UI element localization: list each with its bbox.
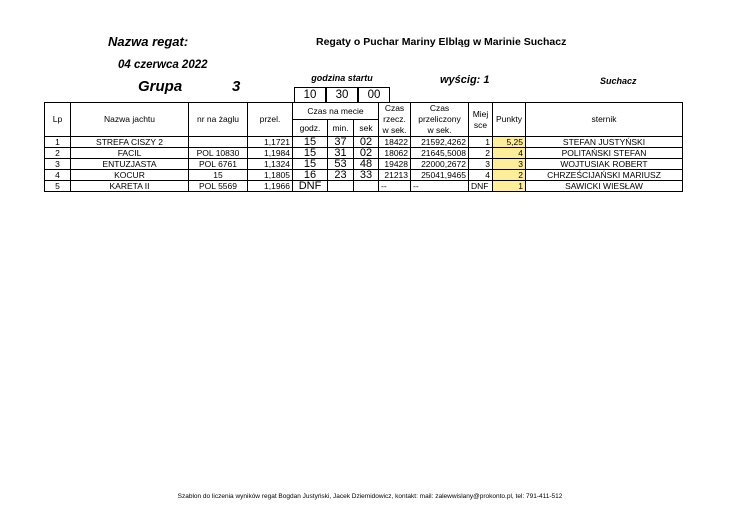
cell-real-time: -- <box>379 181 411 192</box>
cell-real-time: 21213 <box>379 170 411 181</box>
results-table <box>44 102 683 192</box>
footer-note: Szablon do liczenia wyników regat Bogdan Justyński, Jacek Dziemidowicz, kontakt: mail: zalewwislany@prokonto.pl, tel: 791-411-512 <box>177 493 563 500</box>
group-number: 3 <box>232 78 241 95</box>
header-seconds: sek <box>354 120 379 137</box>
cell-hours: 15 <box>293 148 328 159</box>
cell-seconds: 02 <box>354 137 379 148</box>
cell-seconds: 33 <box>354 170 379 181</box>
cell-corrected-time: 21592,4262 <box>411 137 469 148</box>
cell-points: 1 <box>493 181 526 192</box>
cell-yacht: KOCUR <box>71 170 189 181</box>
cell-place: 2 <box>469 148 493 159</box>
cell-yacht: KARETA II <box>71 181 189 192</box>
header-corrected-time: Czas przeliczony w sek. <box>411 103 469 137</box>
header-minutes: min. <box>328 120 354 137</box>
cell-yacht: STREFA CISZY 2 <box>71 137 189 148</box>
header-helm: sternik <box>526 103 683 137</box>
header-yacht: Nazwa jachtu <box>71 103 189 137</box>
table-row <box>45 181 683 192</box>
cell-corrected-time: 25041,9465 <box>411 170 469 181</box>
cell-helm: WOJTUSIAK ROBERT <box>526 159 683 170</box>
cell-place: 1 <box>469 137 493 148</box>
cell-points: 3 <box>493 159 526 170</box>
cell-place: DNF <box>469 181 493 192</box>
cell-minutes <box>328 181 354 192</box>
header-hours: godz. <box>293 120 328 137</box>
cell-hours: DNF <box>293 181 328 192</box>
regatta-date: 04 czerwca 2022 <box>118 59 208 71</box>
header-lp: Lp <box>45 103 71 137</box>
start-second: 00 <box>358 87 390 103</box>
cell-points: 2 <box>493 170 526 181</box>
cell-helm: STEFAN JUSTYŃSKI <box>526 137 683 148</box>
cell-helm: POLITAŃSKI STEFAN <box>526 148 683 159</box>
table-row <box>45 170 683 181</box>
table-row <box>45 148 683 159</box>
cell-corrected-time: -- <box>411 181 469 192</box>
cell-lp: 4 <box>45 170 71 181</box>
header-sail: nr na żaglu <box>189 103 248 137</box>
regatta-name: Regaty o Puchar Mariny Elbląg w Marinie Suchacz <box>316 36 567 48</box>
cell-real-time: 18422 <box>379 137 411 148</box>
cell-factor: 1,1984 <box>248 148 293 159</box>
cell-hours: 15 <box>293 137 328 148</box>
cell-points: 4 <box>493 148 526 159</box>
cell-factor: 1,1805 <box>248 170 293 181</box>
cell-corrected-time: 21645,5008 <box>411 148 469 159</box>
cell-sail <box>189 137 248 148</box>
cell-minutes: 37 <box>328 137 354 148</box>
cell-yacht: FACIL <box>71 148 189 159</box>
cell-hours: 16 <box>293 170 328 181</box>
table-row <box>45 137 683 148</box>
header-points: Punkty <box>493 103 526 137</box>
cell-minutes: 23 <box>328 170 354 181</box>
cell-factor: 1,1324 <box>248 159 293 170</box>
cell-sail: POL 10830 <box>189 148 248 159</box>
table-row <box>45 159 683 170</box>
cell-real-time: 19428 <box>379 159 411 170</box>
start-time-label: godzina startu <box>311 73 373 83</box>
group-label: Grupa <box>138 78 183 95</box>
race-label: wyścig: 1 <box>440 74 490 86</box>
cell-lp: 1 <box>45 137 71 148</box>
cell-place: 4 <box>469 170 493 181</box>
header-factor: przel. <box>248 103 293 137</box>
cell-minutes: 53 <box>328 159 354 170</box>
header-place: Miej sce <box>469 103 493 137</box>
cell-seconds: 48 <box>354 159 379 170</box>
regatta-place: Suchacz <box>600 76 637 86</box>
cell-helm: CHRZEŚCIJAŃSKI MARIUSZ <box>526 170 683 181</box>
header-real-time: Czas rzecz. w sek. <box>379 103 411 137</box>
cell-helm: SAWICKI WIESŁAW <box>526 181 683 192</box>
cell-lp: 5 <box>45 181 71 192</box>
cell-points: 5,25 <box>493 137 526 148</box>
start-hour: 10 <box>294 87 326 103</box>
cell-seconds <box>354 181 379 192</box>
cell-hours: 15 <box>293 159 328 170</box>
cell-corrected-time: 22000,2672 <box>411 159 469 170</box>
cell-yacht: ENTUZJASTA <box>71 159 189 170</box>
header-finish-time: Czas na mecie <box>293 103 379 120</box>
start-minute: 30 <box>326 87 358 103</box>
cell-factor: 1,1966 <box>248 181 293 192</box>
cell-sail: 15 <box>189 170 248 181</box>
regatta-name-label: Nazwa regat: <box>108 34 189 49</box>
cell-sail: POL 5569 <box>189 181 248 192</box>
cell-minutes: 31 <box>328 148 354 159</box>
cell-lp: 3 <box>45 159 71 170</box>
cell-lp: 2 <box>45 148 71 159</box>
cell-place: 3 <box>469 159 493 170</box>
cell-sail: POL 6761 <box>189 159 248 170</box>
cell-real-time: 18062 <box>379 148 411 159</box>
cell-factor: 1,1721 <box>248 137 293 148</box>
cell-seconds: 02 <box>354 148 379 159</box>
